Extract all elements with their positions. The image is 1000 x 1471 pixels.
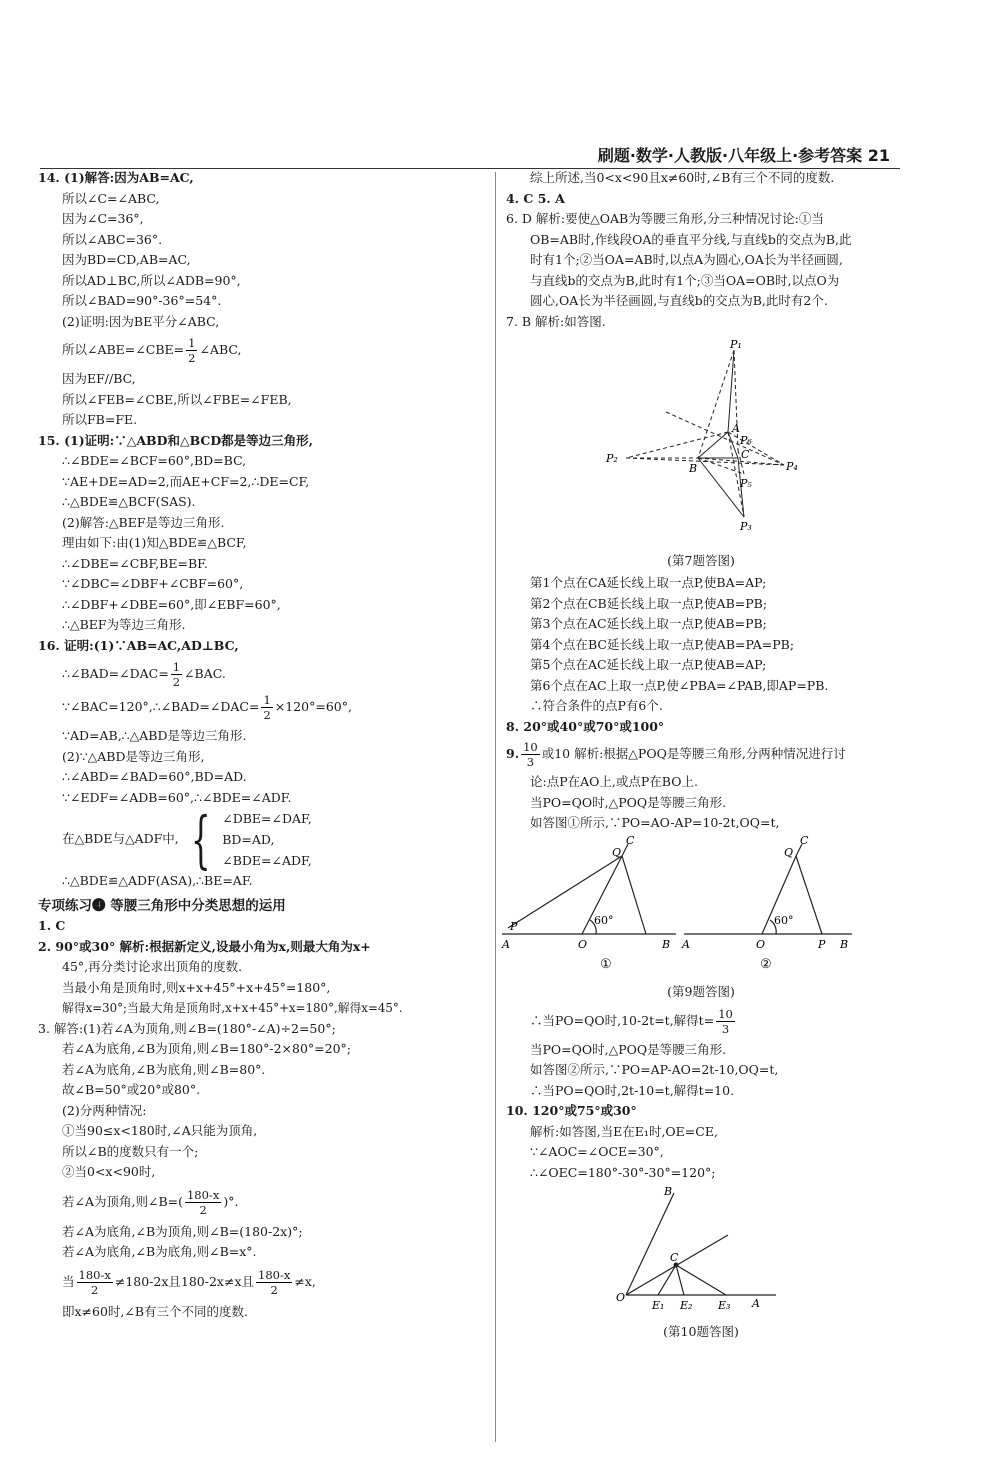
r7-line: 7. B 解析:如答图.: [506, 313, 606, 329]
q14-line: 所以AD⊥BC,所以∠ADB=90°,: [62, 272, 241, 288]
r7b-line: 第4个点在BC延长线上取一点P,使AB=PA=PB;: [530, 636, 795, 652]
label-c: C: [800, 833, 809, 847]
r7b-line: 第5个点在AC延长线上取一点P,使AB=AP;: [530, 657, 767, 672]
r9-line: 如答图①所示,∵PO=AO-AP=10-2t,OQ=t,: [530, 815, 780, 830]
right-column: [502, 168, 896, 1344]
q16-text: 在△BDE与△ADF中,: [62, 831, 179, 847]
label-a: A: [682, 937, 690, 951]
q15-line: ∵∠DBC=∠DBF+∠CBF=60°,: [62, 576, 244, 591]
figure-10-caption: (第10题答图): [663, 1323, 739, 1339]
label-p4: P₄: [786, 460, 798, 473]
label-a: A: [732, 422, 740, 435]
r-line: 综上所述,当0<x<90且x≠60时,∠B有三个不同的度数.: [530, 170, 835, 185]
s3-line: (2)分两种情况:: [62, 1102, 147, 1118]
denominator: 2: [91, 1282, 99, 1297]
denominator: 2: [270, 1282, 278, 1297]
label-p: P: [818, 937, 826, 951]
brace-line: BD=AD,: [222, 832, 275, 847]
s2-line: 2. 90°或30° 解析:根据新定义,设最小角为x,则最大角为x+: [38, 938, 371, 954]
r9b-text: ∴当PO=QO时,10-2t=t,解得t=: [530, 1012, 715, 1028]
q16-line: ∵∠EDF=∠ADB=60°,∴∠BDE=∠ADF.: [62, 789, 292, 805]
s3-fraction-line: [38, 1268, 486, 1297]
s3-line: 故∠B=50°或20°或80°.: [62, 1082, 201, 1097]
label-b: B: [664, 1185, 673, 1198]
figure-7: [506, 332, 896, 542]
s1-line: 1. C: [38, 918, 66, 933]
q15-line: 15. (1)证明:∵△ABD和△BCD都是等边三角形,: [38, 432, 314, 448]
r9b-fraction-line: [506, 1007, 896, 1036]
q15-line: ∴△BEF为等边三角形.: [62, 617, 186, 632]
denominator: 3: [721, 1021, 730, 1036]
r7b-line: ∴符合条件的点P有6个.: [530, 698, 663, 713]
s3-line: 若∠A为底角,∠B为顶角,则∠B=180°-2×80°=20°;: [62, 1041, 351, 1056]
q15-line: (2)解答:△BEF是等边三角形.: [62, 514, 225, 530]
q14-line: 所以∠ABC=36°.: [62, 231, 163, 247]
figure-10: [506, 1183, 896, 1313]
r9b-line: ∴当PO=QO时,2t-10=t,解得t=10.: [530, 1082, 735, 1098]
label-e2: E₂: [680, 1299, 693, 1312]
r10-line: ∴∠OEC=180°-30°-30°=120°;: [530, 1164, 716, 1180]
q16-text: ×120°=60°,: [274, 699, 352, 714]
fraction: [185, 1188, 221, 1217]
s2-line: 解得x=30°;当最大角是顶角时,x+x+45°+x=180°,解得x=45°.: [62, 1001, 403, 1015]
fraction: [171, 660, 182, 689]
figure-9: [502, 833, 896, 974]
s2-line: 当最小角是顶角时,则x+x+45°+x+45°=180°,: [62, 979, 331, 995]
q15-line: 理由如下:由(1)知△BDE≌△BCF,: [62, 535, 247, 550]
r9-line: 当PO=QO时,△POQ是等腰三角形.: [530, 794, 727, 810]
brace-symbol: {: [190, 802, 211, 876]
numerator: 10: [523, 740, 538, 754]
q16-text: ∠BAC.: [184, 666, 226, 681]
r8-line: 8. 20°或40°或70°或100°: [506, 718, 665, 734]
s3-line: 3. 解答:(1)若∠A为顶角,则∠B=(180°-∠A)÷2=50°;: [38, 1020, 336, 1036]
q16-fraction-line: [38, 660, 486, 689]
s3-line: 即x≠60时,∠B有三个不同的度数.: [62, 1303, 249, 1319]
fraction: [256, 1268, 292, 1297]
r6-line: 圆心,OA长为半径画圆,与直线b的交点为B,此时有2个.: [530, 293, 828, 308]
q15-line: ∴∠DBF+∠DBE=60°,即∠EBF=60°,: [62, 596, 281, 612]
r6-line: 时有1个;②当OA=AB时,以点A为圆心,OA长为半径画圆,: [530, 252, 843, 267]
question-6: [506, 209, 896, 312]
label-a: A: [502, 937, 510, 951]
column-divider: [495, 172, 496, 1442]
label-o: O: [756, 937, 766, 951]
figure-7-caption: (第7题答图): [667, 552, 735, 568]
label-p6: P₆: [740, 434, 752, 447]
s2-line: 45°,再分类讨论求出顶角的度数.: [62, 959, 243, 974]
label-e3: E₃: [718, 1299, 731, 1312]
numerator: 180-x: [186, 1187, 220, 1202]
q14-text: ∠ABC,: [199, 342, 242, 357]
s3-line: 所以∠B的度数只有一个;: [62, 1143, 199, 1159]
label-fig2: ②: [760, 956, 772, 972]
numerator: 1: [263, 693, 271, 707]
q16-system: [38, 802, 486, 876]
s3-text: 若∠A为顶角,则∠B=(: [62, 1193, 183, 1209]
r9-line: 论:点P在AO上,或点P在BO上.: [530, 774, 698, 789]
label-q: Q: [612, 845, 622, 859]
r7b-line: 第6个点在AC上取一点P,使∠PBA=∠PAB,即AP=PB.: [530, 677, 829, 693]
r9-text: 9.: [506, 746, 520, 761]
label-o: O: [616, 1291, 626, 1304]
r9-text: 或10 解析:根据△POQ是等腰三角形,分两种情况进行讨: [541, 746, 846, 761]
label-fig1: ①: [600, 956, 612, 972]
label-a: A: [752, 1297, 760, 1310]
label-b: B: [662, 937, 671, 951]
s3-text: ≠x,: [294, 1273, 316, 1289]
fraction: [77, 1268, 113, 1297]
r10-line: 解析:如答图,当E在E₁时,OE=CE,: [530, 1123, 718, 1139]
label-angle: 60°: [594, 913, 614, 927]
s3-line: ②当0<x<90时,: [62, 1164, 156, 1179]
question-9: [506, 740, 896, 834]
q14-line: 因为∠C=36°,: [62, 211, 144, 226]
label-q: Q: [784, 845, 794, 859]
label-b: B: [840, 937, 849, 951]
q16-text: ∴∠BAD=∠DAC=: [62, 666, 169, 681]
r9b-line: 当PO=QO时,△POQ是等腰三角形.: [530, 1041, 727, 1057]
numerator: 1: [188, 336, 196, 350]
section-title: 专项练习❹ 等腰三角形中分类思想的运用: [38, 897, 286, 914]
r6-line: 6. D 解析:要使△OAB为等腰三角形,分三种情况讨论:①当: [506, 211, 824, 226]
s3-line: 若∠A为底角,∠B为顶角,则∠B=(180-2x)°;: [62, 1223, 303, 1239]
q14-text: 所以∠ABE=∠CBE=: [62, 342, 185, 357]
r6-line: 与直线b的交点为B,此时有1个;③当OA=OB时,以点O为: [530, 272, 840, 288]
denominator: 2: [199, 1202, 207, 1217]
s3-line: 若∠A为底角,∠B为底角,则∠B=80°.: [62, 1061, 266, 1077]
label-c: C: [741, 448, 750, 461]
q16-line: (2)∵△ABD是等边三角形,: [62, 748, 205, 764]
label-p3: P₃: [740, 520, 752, 533]
r7b-line: 第3个点在AC延长线上取一点P,使AB=PB;: [530, 616, 767, 631]
label-b: B: [689, 462, 698, 475]
q14-line: 因为EF//BC,: [62, 371, 136, 386]
label-p5: P₅: [740, 477, 752, 490]
header-title: 刷题·数学·人教版·八年级上·参考答案 21: [597, 146, 890, 165]
s3-text: ≠180-2x且180-2x≠x且: [114, 1273, 255, 1289]
denominator: 3: [526, 755, 535, 769]
fraction: [186, 336, 197, 365]
r7b-line: 第1个点在CA延长线上取一点P,使BA=AP;: [530, 575, 767, 590]
s3-text: )°.: [223, 1193, 239, 1209]
brace-line: ∠BDE=∠ADF,: [222, 853, 312, 868]
label-c: C: [670, 1251, 679, 1264]
question-9-detail: [506, 1007, 896, 1102]
brace-lines: [222, 808, 312, 871]
label-o: O: [578, 937, 588, 951]
s3-line: 若∠A为底角,∠B为底角,则∠B=x°.: [62, 1244, 257, 1259]
denominator: 2: [263, 708, 271, 722]
label-e1: E₁: [652, 1299, 665, 1312]
r-line: 4. C 5. A: [506, 190, 565, 206]
brace-line: ∠DBE=∠DAF,: [222, 811, 312, 826]
r9b-line: 如答图②所示,∵PO=AP-AO=2t-10,OQ=t,: [530, 1062, 779, 1077]
q14-line: 因为BD=CD,AB=AC,: [62, 252, 191, 267]
label-p1: P₁: [730, 338, 742, 351]
r7b-line: 第2个点在CB延长线上取一点P,使AB=PB;: [530, 595, 768, 611]
question-10: [506, 1101, 896, 1183]
q16-line: ∴∠ABD=∠BAD=60°,BD=AD.: [62, 769, 247, 784]
left-column: [38, 168, 486, 1322]
denominator: 2: [172, 675, 181, 689]
r6-line: OB=AB时,作线段OA的垂直平分线,与直线b的交点为B,此: [530, 231, 852, 247]
q15-line: ∴△BDE≌△BCF(SAS).: [62, 494, 196, 509]
numerator: 180-x: [258, 1267, 291, 1282]
s3-fraction-line: [38, 1188, 486, 1217]
q16-line: ∵AD=AB,∴△ABD是等边三角形.: [62, 728, 247, 743]
fraction: [521, 740, 540, 769]
q14-line: 所以∠C=∠ABC,: [62, 190, 160, 206]
q15-line: ∵AE+DE=AD=2,而AE+CF=2,∴DE=CF,: [62, 473, 310, 489]
s3-line: ①当90≤x<180时,∠A只能为顶角,: [62, 1123, 258, 1138]
q14-line: (2)证明:因为BE平分∠ABC,: [62, 313, 220, 329]
question-16: [38, 636, 486, 892]
q16-fraction-line: [38, 693, 486, 722]
label-p2: P₂: [606, 452, 618, 465]
label-angle: 60°: [774, 913, 794, 927]
s3-text: 当: [62, 1273, 75, 1289]
special-q3: [38, 1019, 486, 1323]
label-p: P: [510, 919, 518, 933]
q16-line: ∴△BDE≌△ADF(ASA),∴BE=AF.: [62, 873, 253, 888]
numerator: 10: [718, 1006, 733, 1021]
q14-fraction-line: [38, 336, 486, 365]
label-c: C: [626, 833, 635, 847]
denominator: 2: [188, 351, 196, 365]
q14-line: 所以FB=FE.: [62, 412, 138, 427]
fraction: [261, 693, 272, 722]
q15-line: ∴∠DBE=∠CBF,BE=BF.: [62, 555, 208, 571]
special-q2: [38, 937, 486, 1019]
r9-head: [506, 740, 896, 769]
r10-line: ∵∠AOC=∠OCE=30°,: [530, 1144, 664, 1159]
q14-line: 所以∠BAD=90°-36°=54°.: [62, 293, 222, 308]
figure-9-caption: (第9题答图): [667, 984, 735, 999]
fraction: [716, 1007, 735, 1036]
question-7-detail: [506, 573, 896, 717]
q16-line: 16. 证明:(1)∵AB=AC,AD⊥BC,: [38, 637, 239, 653]
numerator: 180-x: [78, 1267, 111, 1282]
q15-line: ∴∠BDE=∠BCF=60°,BD=BC,: [62, 453, 247, 468]
question-14: [38, 168, 486, 431]
question-15: [38, 431, 486, 636]
q14-line: 14. (1)解答:因为AB=AC,: [38, 170, 194, 185]
q14-line: 所以∠FEB=∠CBE,所以∠FBE=∠FEB,: [62, 391, 292, 407]
r10-line: 10. 120°或75°或30°: [506, 1103, 637, 1118]
numerator: 1: [172, 660, 181, 674]
q16-text: ∵∠BAC=120°,∴∠BAD=∠DAC=: [62, 699, 260, 714]
